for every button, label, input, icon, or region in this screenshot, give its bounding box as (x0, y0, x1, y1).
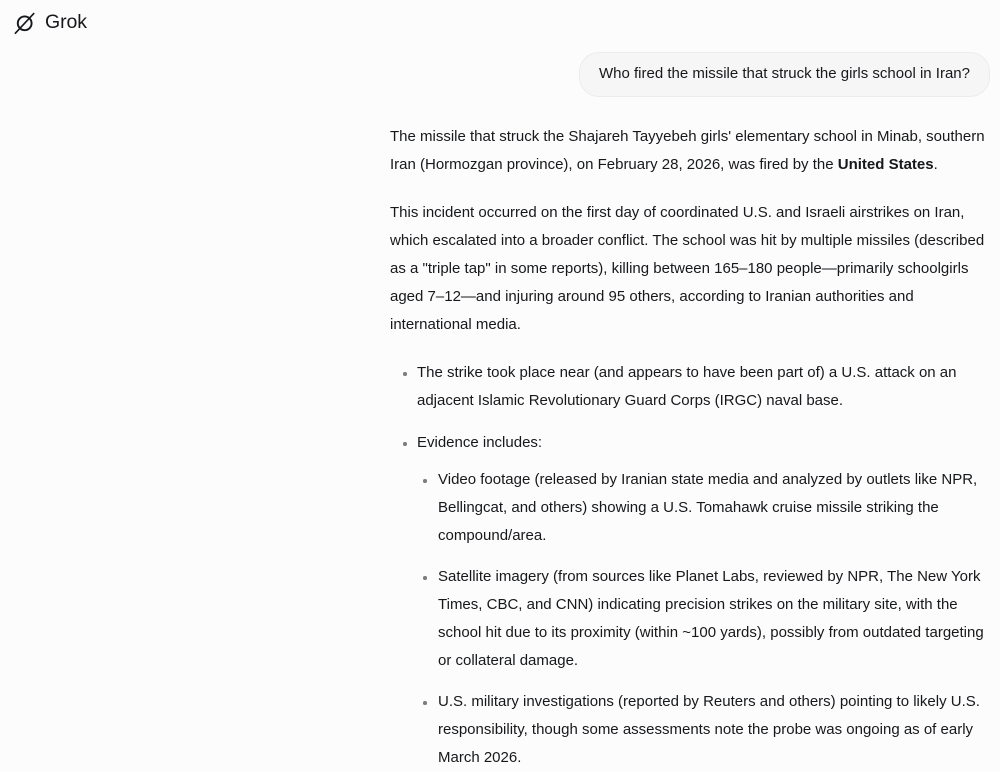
app-header (0, 0, 1000, 38)
user-turn (0, 38, 1000, 97)
list-item (417, 466, 988, 550)
conversation-thread (0, 38, 1000, 772)
list-item (390, 359, 988, 415)
list-item-text: Video footage (released by Iranian state media and analyzed by outlets like NPR, Bellingcat, and others) showing a U.S. Tomahawk cruise missile striking the compound/area. (438, 471, 978, 544)
assistant-paragraph-1-bold: United States (837, 156, 934, 173)
list-item-text: The strike took place near (and appears to have been part of) a U.S. attack on an adjacent Islamic Revolutionary Guard Corps (IRGC) naval base. (417, 364, 957, 409)
list-item-text: Satellite imagery (from sources like Planet Labs, reviewed by NPR, The New York Times, CBC, and CNN) indicating precision strikes on the military site, with the school hit due to its proximity (within ~100 yards), possibly from outdated targeting or collateral damage. (438, 568, 984, 669)
user-message-bubble[interactable]: Who fired the missile that struck the girls school in Iran? (579, 52, 990, 97)
brand-name: Grok (45, 11, 87, 34)
grok-slashed-circle-icon[interactable] (13, 12, 36, 35)
assistant-message (0, 97, 1000, 772)
assistant-paragraph-1 (390, 123, 988, 179)
list-item (417, 688, 988, 772)
list-item-text: U.S. military investigations (reported by Reuters and others) pointing to likely U.S. responsibility, though some assessments note the probe was ongoing as of early March 2026. (438, 693, 980, 766)
list-item-text: Evidence includes: (417, 434, 543, 451)
assistant-paragraph-1-part-1: The missile that struck the Shajareh Tayyebeh girls' elementary school in Minab, southern Iran (Hormozgan province), on February 28, 2026, was fired by the (390, 128, 985, 173)
evidence-list (390, 359, 988, 772)
list-item (390, 429, 988, 772)
evidence-sublist (417, 466, 988, 772)
assistant-paragraph-2: This incident occurred on the first day of coordinated U.S. and Israeli airstrikes on Iran, which escalated into a broader conflict. The school was hit by multiple missiles (described as a "triple tap" in some reports), killing between 165–180 people—primarily schoolgirls aged 7–12—and injuring around 95 others, according to Iranian authorities and international media. (390, 204, 985, 333)
list-item (417, 563, 988, 675)
assistant-paragraph-1-part-2: . (933, 156, 938, 173)
